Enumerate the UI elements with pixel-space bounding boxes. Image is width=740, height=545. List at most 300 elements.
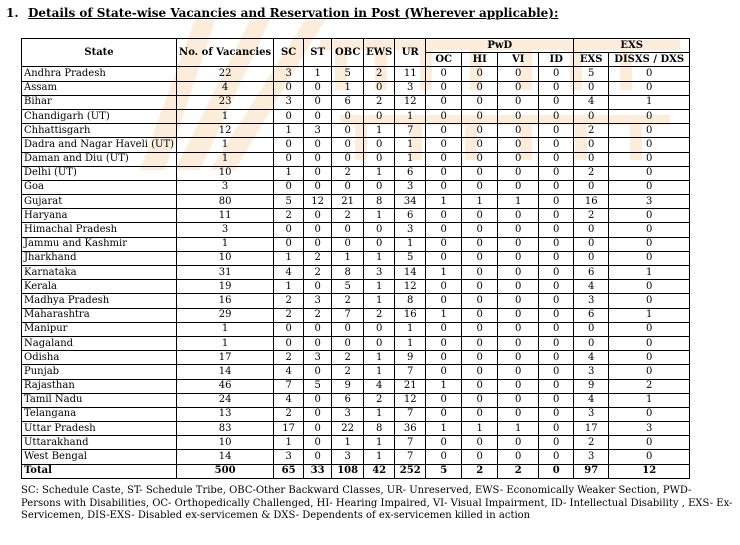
value-cell: 0	[462, 251, 498, 265]
state-cell: Assam	[22, 81, 177, 95]
value-cell: 0	[609, 209, 690, 223]
table-row	[22, 223, 690, 237]
value-cell: 0	[498, 393, 539, 407]
value-cell: 3	[574, 365, 609, 379]
value-cell: 0	[539, 365, 574, 379]
value-cell: 0	[498, 336, 539, 350]
value-cell: 4	[574, 393, 609, 407]
value-cell: 5	[304, 379, 332, 393]
value-cell: 0	[462, 436, 498, 450]
value-cell: 1	[426, 422, 462, 436]
value-cell: 5	[274, 195, 304, 209]
value-cell: 0	[498, 266, 539, 280]
value-cell: 1	[395, 322, 426, 336]
value-cell: 2	[304, 251, 332, 265]
value-cell: 16	[177, 294, 274, 308]
value-cell: 0	[462, 209, 498, 223]
value-cell: 4	[574, 95, 609, 109]
value-cell: 0	[332, 322, 364, 336]
value-cell: 0	[539, 322, 574, 336]
value-cell: 0	[498, 450, 539, 464]
table-row	[22, 351, 690, 365]
value-cell: 23	[177, 95, 274, 109]
value-cell: 2	[332, 209, 364, 223]
value-cell: 0	[574, 109, 609, 123]
value-cell: 4	[574, 351, 609, 365]
value-cell: 1	[364, 251, 395, 265]
value-cell: 4	[177, 81, 274, 95]
value-cell: 4	[274, 266, 304, 280]
abbreviation-footnote: SC: Schedule Caste, ST- Schedule Tribe, OBC-Other Backward Classes, UR- Unreserved, EWS- Economically Weaker Section, PWD- Persons with Disabilities, OC- Orthopedically Challenged, HI- Hearing Impaired, VI- Visual Impairment, ID- Intellectual Disability , EXS- Ex-Servicemen, DIS-EXS- Disabled ex-servicemen & DXS- Dependents of ex-servicemen killed in action	[21, 485, 733, 521]
value-cell: 4	[274, 393, 304, 407]
value-cell: 0	[462, 166, 498, 180]
value-cell: 1	[364, 436, 395, 450]
value-cell: 6	[574, 266, 609, 280]
value-cell: 3	[332, 407, 364, 421]
value-cell: 0	[426, 251, 462, 265]
value-cell: 1	[274, 251, 304, 265]
value-cell: 1	[274, 280, 304, 294]
value-cell: 0	[274, 152, 304, 166]
value-cell: 0	[426, 180, 462, 194]
value-cell: 22	[177, 67, 274, 81]
value-cell: 0	[274, 336, 304, 350]
value-cell: 0	[574, 180, 609, 194]
value-cell: 2	[364, 67, 395, 81]
state-cell: Jharkhand	[22, 251, 177, 265]
value-cell: 1	[364, 280, 395, 294]
value-cell: 21	[395, 379, 426, 393]
value-cell: 83	[177, 422, 274, 436]
value-cell: 65	[274, 464, 304, 478]
value-cell: 4	[364, 379, 395, 393]
value-cell: 0	[462, 124, 498, 138]
state-cell: Gujarat	[22, 195, 177, 209]
value-cell: 2	[304, 266, 332, 280]
value-cell: 1	[609, 308, 690, 322]
value-cell: 0	[609, 294, 690, 308]
value-cell: 12	[304, 195, 332, 209]
value-cell: 0	[274, 81, 304, 95]
value-cell: 1	[426, 266, 462, 280]
value-cell: 0	[304, 407, 332, 421]
value-cell: 0	[332, 336, 364, 350]
value-cell: 0	[498, 365, 539, 379]
table-row	[22, 166, 690, 180]
value-cell: 3	[274, 67, 304, 81]
value-cell: 0	[462, 138, 498, 152]
table-row	[22, 109, 690, 123]
value-cell: 12	[177, 124, 274, 138]
value-cell: 1	[177, 237, 274, 251]
value-cell: 0	[462, 67, 498, 81]
value-cell: 108	[332, 464, 364, 478]
value-cell: 0	[274, 322, 304, 336]
value-cell: 0	[426, 109, 462, 123]
value-cell: 0	[426, 393, 462, 407]
value-cell: 0	[462, 95, 498, 109]
value-cell: 8	[332, 266, 364, 280]
value-cell: 0	[332, 223, 364, 237]
state-cell: Total	[22, 464, 177, 478]
value-cell: 1	[177, 138, 274, 152]
value-cell: 0	[498, 280, 539, 294]
value-cell: 0	[364, 237, 395, 251]
value-cell: 0	[539, 351, 574, 365]
table-row	[22, 209, 690, 223]
value-cell: 0	[462, 379, 498, 393]
value-cell: 2	[274, 294, 304, 308]
value-cell: 0	[426, 450, 462, 464]
value-cell: 0	[539, 81, 574, 95]
value-cell: 10	[177, 166, 274, 180]
value-cell: 0	[574, 251, 609, 265]
value-cell: 0	[498, 436, 539, 450]
value-cell: 36	[395, 422, 426, 436]
header-exs-group: EXS	[574, 39, 690, 53]
value-cell: 0	[539, 67, 574, 81]
state-cell: Tamil Nadu	[22, 393, 177, 407]
table-row	[22, 251, 690, 265]
value-cell: 0	[574, 81, 609, 95]
table-row	[22, 138, 690, 152]
value-cell: 4	[274, 365, 304, 379]
value-cell: 0	[498, 237, 539, 251]
value-cell: 2	[274, 407, 304, 421]
value-cell: 5	[426, 464, 462, 478]
value-cell: 7	[395, 365, 426, 379]
value-cell: 1	[395, 138, 426, 152]
value-cell: 19	[177, 280, 274, 294]
value-cell: 21	[332, 195, 364, 209]
value-cell: 0	[304, 450, 332, 464]
value-cell: 2	[304, 308, 332, 322]
value-cell: 0	[498, 109, 539, 123]
value-cell: 10	[177, 251, 274, 265]
value-cell: 2	[364, 308, 395, 322]
state-cell: Manipur	[22, 322, 177, 336]
table-row	[22, 180, 690, 194]
value-cell: 0	[462, 180, 498, 194]
value-cell: 1	[304, 67, 332, 81]
header-obc: OBC	[332, 39, 364, 67]
value-cell: 6	[332, 393, 364, 407]
value-cell: 7	[395, 450, 426, 464]
value-cell: 0	[609, 280, 690, 294]
value-cell: 0	[498, 209, 539, 223]
value-cell: 0	[609, 124, 690, 138]
value-cell: 3	[574, 450, 609, 464]
value-cell: 5	[574, 67, 609, 81]
value-cell: 0	[498, 308, 539, 322]
value-cell: 1	[274, 124, 304, 138]
value-cell: 0	[462, 336, 498, 350]
state-cell: Nagaland	[22, 336, 177, 350]
value-cell: 0	[304, 436, 332, 450]
table-row	[22, 237, 690, 251]
value-cell: 0	[426, 365, 462, 379]
value-cell: 2	[274, 351, 304, 365]
value-cell: 1	[364, 294, 395, 308]
value-cell: 1	[462, 195, 498, 209]
state-cell: Odisha	[22, 351, 177, 365]
value-cell: 7	[395, 124, 426, 138]
table-row	[22, 393, 690, 407]
state-cell: Chhattisgarh	[22, 124, 177, 138]
value-cell: 3	[395, 180, 426, 194]
value-cell: 0	[609, 166, 690, 180]
value-cell: 8	[364, 422, 395, 436]
value-cell: 1	[609, 266, 690, 280]
value-cell: 0	[364, 109, 395, 123]
table-row	[22, 407, 690, 421]
state-cell: Kerala	[22, 280, 177, 294]
value-cell: 6	[574, 308, 609, 322]
value-cell: 11	[177, 209, 274, 223]
value-cell: 1	[395, 237, 426, 251]
value-cell: 9	[574, 379, 609, 393]
state-cell: Dadra and Nagar Haveli (UT)	[22, 138, 177, 152]
state-cell: Andhra Pradesh	[22, 67, 177, 81]
value-cell: 0	[609, 152, 690, 166]
value-cell: 500	[177, 464, 274, 478]
value-cell: 0	[609, 138, 690, 152]
value-cell: 2	[574, 436, 609, 450]
value-cell: 2	[364, 95, 395, 109]
value-cell: 0	[539, 237, 574, 251]
value-cell: 29	[177, 308, 274, 322]
state-cell: Rajasthan	[22, 379, 177, 393]
value-cell: 1	[332, 81, 364, 95]
value-cell: 0	[426, 322, 462, 336]
value-cell: 0	[539, 195, 574, 209]
value-cell: 0	[462, 266, 498, 280]
value-cell: 0	[539, 464, 574, 478]
value-cell: 1	[364, 124, 395, 138]
value-cell: 0	[498, 351, 539, 365]
value-cell: 2	[609, 379, 690, 393]
value-cell: 1	[177, 322, 274, 336]
value-cell: 1	[177, 336, 274, 350]
value-cell: 0	[574, 138, 609, 152]
value-cell: 2	[332, 166, 364, 180]
value-cell: 5	[332, 67, 364, 81]
value-cell: 3	[304, 124, 332, 138]
value-cell: 0	[332, 152, 364, 166]
value-cell: 0	[462, 223, 498, 237]
value-cell: 12	[609, 464, 690, 478]
value-cell: 1	[609, 393, 690, 407]
value-cell: 0	[609, 322, 690, 336]
table-row	[22, 450, 690, 464]
value-cell: 3	[574, 407, 609, 421]
value-cell: 0	[539, 379, 574, 393]
header-hi: HI	[462, 53, 498, 67]
state-cell: Himachal Pradesh	[22, 223, 177, 237]
value-cell: 13	[177, 407, 274, 421]
value-cell: 0	[609, 336, 690, 350]
table-body	[22, 67, 690, 478]
value-cell: 2	[332, 365, 364, 379]
value-cell: 0	[609, 365, 690, 379]
value-cell: 8	[364, 195, 395, 209]
value-cell: 2	[574, 124, 609, 138]
table-row	[22, 266, 690, 280]
value-cell: 0	[274, 138, 304, 152]
value-cell: 0	[304, 223, 332, 237]
value-cell: 0	[426, 124, 462, 138]
value-cell: 8	[395, 294, 426, 308]
value-cell: 0	[498, 67, 539, 81]
value-cell: 0	[462, 351, 498, 365]
value-cell: 0	[462, 280, 498, 294]
value-cell: 1	[609, 95, 690, 109]
value-cell: 17	[574, 422, 609, 436]
value-cell: 0	[609, 81, 690, 95]
value-cell: 0	[498, 407, 539, 421]
table-row	[22, 336, 690, 350]
value-cell: 3	[609, 422, 690, 436]
value-cell: 0	[426, 223, 462, 237]
value-cell: 12	[395, 95, 426, 109]
value-cell: 34	[395, 195, 426, 209]
value-cell: 3	[332, 450, 364, 464]
value-cell: 0	[462, 237, 498, 251]
value-cell: 1	[426, 379, 462, 393]
value-cell: 0	[274, 109, 304, 123]
value-cell: 0	[539, 138, 574, 152]
value-cell: 0	[304, 209, 332, 223]
value-cell: 0	[609, 237, 690, 251]
value-cell: 0	[498, 180, 539, 194]
value-cell: 17	[177, 351, 274, 365]
value-cell: 0	[462, 81, 498, 95]
value-cell: 6	[332, 95, 364, 109]
value-cell: 252	[395, 464, 426, 478]
value-cell: 0	[462, 450, 498, 464]
value-cell: 1	[177, 152, 274, 166]
value-cell: 3	[177, 180, 274, 194]
value-cell: 1	[498, 195, 539, 209]
value-cell: 6	[395, 209, 426, 223]
value-cell: 9	[395, 351, 426, 365]
state-cell: Karnataka	[22, 266, 177, 280]
table-row	[22, 95, 690, 109]
value-cell: 0	[426, 237, 462, 251]
value-cell: 0	[609, 109, 690, 123]
value-cell: 0	[574, 322, 609, 336]
value-cell: 0	[609, 67, 690, 81]
value-cell: 0	[426, 166, 462, 180]
value-cell: 0	[274, 237, 304, 251]
value-cell: 14	[395, 266, 426, 280]
value-cell: 0	[539, 393, 574, 407]
value-cell: 1	[395, 336, 426, 350]
value-cell: 12	[395, 393, 426, 407]
value-cell: 0	[574, 223, 609, 237]
value-cell: 0	[304, 109, 332, 123]
header-id: ID	[539, 53, 574, 67]
value-cell: 0	[539, 251, 574, 265]
value-cell: 0	[539, 308, 574, 322]
value-cell: 0	[304, 322, 332, 336]
state-cell: Bihar	[22, 95, 177, 109]
value-cell: 16	[395, 308, 426, 322]
value-cell: 7	[395, 436, 426, 450]
value-cell: 0	[609, 223, 690, 237]
table-row	[22, 322, 690, 336]
header-vi: VI	[498, 53, 539, 67]
value-cell: 0	[539, 109, 574, 123]
header-ews: EWS	[364, 39, 395, 67]
value-cell: 0	[574, 336, 609, 350]
value-cell: 0	[364, 138, 395, 152]
header-disxs: DISXS / DXS	[609, 53, 690, 67]
value-cell: 3	[304, 351, 332, 365]
value-cell: 0	[539, 223, 574, 237]
value-cell: 0	[304, 180, 332, 194]
value-cell: 0	[304, 95, 332, 109]
value-cell: 1	[274, 166, 304, 180]
value-cell: 9	[332, 379, 364, 393]
value-cell: 2	[332, 351, 364, 365]
value-cell: 0	[426, 280, 462, 294]
value-cell: 0	[498, 251, 539, 265]
header-st: ST	[304, 39, 332, 67]
value-cell: 0	[498, 322, 539, 336]
value-cell: 3	[574, 294, 609, 308]
value-cell: 0	[426, 336, 462, 350]
header-exs: EXS	[574, 53, 609, 67]
state-cell: Daman and Diu (UT)	[22, 152, 177, 166]
value-cell: 0	[539, 407, 574, 421]
value-cell: 2	[574, 209, 609, 223]
value-cell: 0	[498, 294, 539, 308]
table-row	[22, 280, 690, 294]
table-row	[22, 67, 690, 81]
value-cell: 0	[274, 180, 304, 194]
state-cell: Goa	[22, 180, 177, 194]
value-cell: 0	[304, 152, 332, 166]
value-cell: 0	[574, 237, 609, 251]
value-cell: 3	[274, 450, 304, 464]
value-cell: 0	[332, 109, 364, 123]
value-cell: 1	[332, 436, 364, 450]
value-cell: 2	[498, 464, 539, 478]
state-cell: Chandigarh (UT)	[22, 109, 177, 123]
value-cell: 17	[274, 422, 304, 436]
value-cell: 0	[332, 237, 364, 251]
value-cell: 4	[574, 280, 609, 294]
value-cell: 0	[539, 152, 574, 166]
value-cell: 0	[364, 223, 395, 237]
state-cell: Haryana	[22, 209, 177, 223]
value-cell: 1	[462, 422, 498, 436]
value-cell: 0	[304, 81, 332, 95]
value-cell: 0	[609, 351, 690, 365]
value-cell: 0	[609, 450, 690, 464]
value-cell: 0	[462, 109, 498, 123]
value-cell: 0	[498, 81, 539, 95]
value-cell: 1	[274, 436, 304, 450]
value-cell: 0	[426, 351, 462, 365]
table-row	[22, 422, 690, 436]
value-cell: 1	[426, 195, 462, 209]
value-cell: 0	[304, 422, 332, 436]
value-cell: 3	[395, 81, 426, 95]
value-cell: 0	[609, 251, 690, 265]
section-heading	[6, 6, 558, 20]
